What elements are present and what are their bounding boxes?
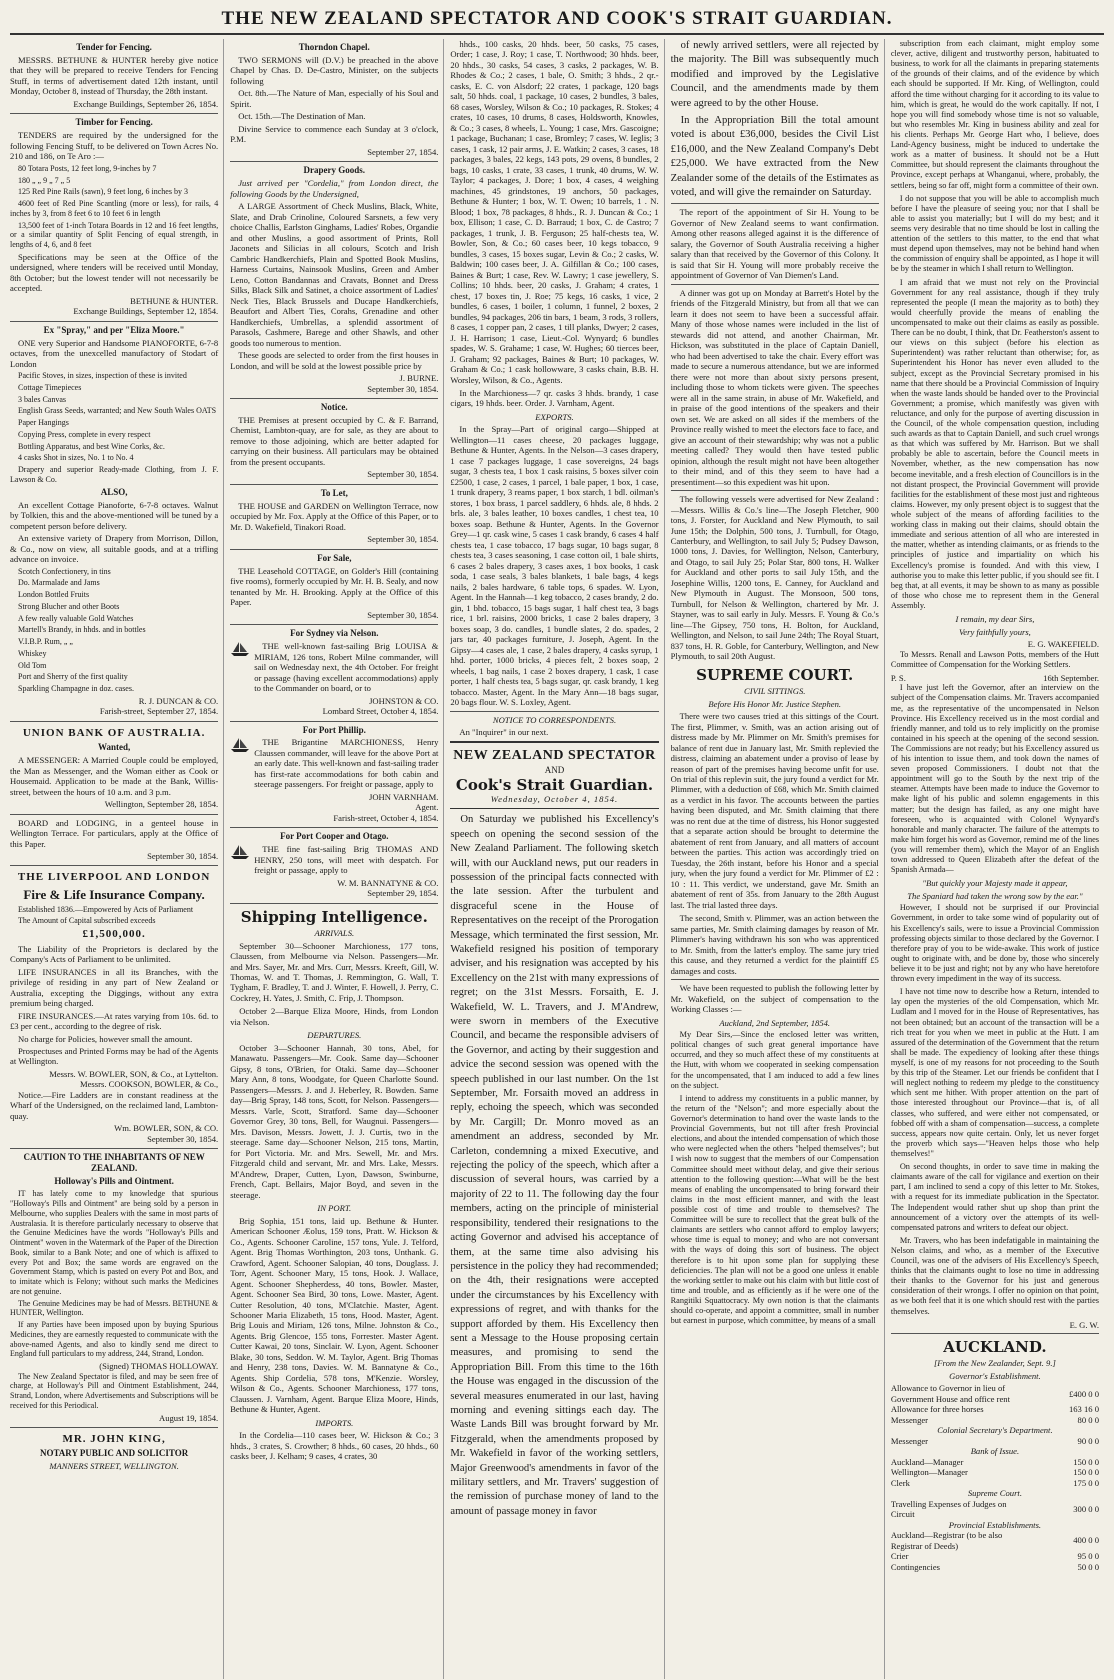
ps-label: P. S. xyxy=(890,672,906,683)
paragraph: The following vessels were advertised for New Zealand :—Messrs. Willis & Co.'s line—The Joseph Fletcher, 900 tons, J. Forster, for Auckland and New Plymouth, to sail June 15th; the Dolphin, 500 tons, J. Turnbull, for Otago, Canterbury, and Wellington, to sail July 5; Pudsey Dawson, 1000 tons, J. Davies, for Wellington, Nelson, Canterbury, and Otago, to sail July 25; Polar Star, 800 tons, H. Walker for Auckland and other ports to sail July 15th, and the Josephine Willis, 1200 tons, E. Canney, for Auckland and New Plymouth in August. The Monsoon, 500 tons, Turnbull, for Nelson & Wellington, chartered by Mr. J. Stayner, was to sail early in July. Messrs. F. Young & Co.'s line—The Gipsey, 750 tons, H. Bolton, for Auckland, Wellington, and Nelson, to sail June 24th; The Royal Stuart, 837 tons, H. R. Goble, for Canterbury, Wellington, and New Plymouth, to sail 20th August. xyxy=(670,494,879,662)
estimate-label: Auckland—Manager xyxy=(890,1456,964,1467)
estimate-heading: Supreme Court. xyxy=(967,1488,1022,1499)
section-title: AUCKLAND. xyxy=(943,1338,1047,1357)
ad-body: THE HOUSE and GARDEN on Wellington Terrace, now occupied by Mr. Fox. Apply at the Office of this Paper, or to Mr. D. Wakefield, Tinakori Road. xyxy=(230,500,439,532)
ad-intro: Just arrived per "Cordelia," from London direct, the following Goods by the Undersigned, xyxy=(230,178,439,199)
estimate-row xyxy=(891,1499,1099,1520)
sailing-ship-icon xyxy=(230,737,250,753)
column-2 xyxy=(230,39,444,1679)
ad-signature: J. BURNE. xyxy=(399,373,439,384)
ad-date: September 29, 1854. xyxy=(367,888,439,899)
estimate-row xyxy=(891,1562,1099,1572)
nameplate-and: AND xyxy=(544,764,565,775)
list-item: Sparkling Champagne in doz. cases. xyxy=(18,684,134,694)
ad-body: The New Zealand Spectator is filed, and may be seen free of charge, at Holloway's Pill and Ointment Establishment, 244, Strand, London, where Advertisements and Subscriptions will be received for this Periodical. xyxy=(10,1371,219,1410)
letter-signature: E. G. WAKEFIELD. xyxy=(1027,639,1100,650)
ad-title: CAUTION TO THE INHABITANTS OF NEW ZEALAND. xyxy=(23,1152,205,1174)
list-item: A few really valuable Gold Watches xyxy=(18,613,134,623)
list-item: Scotch Confectionery, in tins xyxy=(18,566,111,576)
ad-body: FIRE INSURANCES.—At rates varying from 10s. 6d. to £3 per cent., according to the degree of risk. xyxy=(10,1010,219,1032)
ad-fencing-tender xyxy=(10,39,218,114)
subsection-title: IN PORT. xyxy=(317,1203,352,1214)
ad-signature: BETHUNE & HUNTER. xyxy=(130,295,219,306)
paragraph: Mr. Travers, who has been indefatigable in maintaining the Nelson claims, and who, as a member of the Executive Council, was one of the advisers of His Excellency's Speech, thinks that the claimants ought to lose no time in addressing their thanks to the Governor for his just and generous consideration of their wrongs. I offer no opinion on that point, as we both feel that it is one which should rest with the parties themselves. xyxy=(890,1235,1100,1316)
ad-body: Prospectuses and Printed Forms may be had of the Agents at Wellington. xyxy=(10,1046,219,1067)
divider xyxy=(671,979,879,980)
estimate-row xyxy=(891,1467,1099,1477)
list-item: English Grass Seeds, warranted; and New South Wales OATS xyxy=(18,406,217,416)
ad-title: Notice. xyxy=(320,401,348,412)
ad-port-cooper xyxy=(230,828,438,903)
ad-body: THE fine fast-sailing Brig THOMAS AND HENRY, 250 tons, will meet with despatch. For freight or passage, apply to xyxy=(254,844,439,876)
ad-date: September 30, 1854. xyxy=(367,534,439,545)
list-item: Martell's Brandy, in hhds. and in bottles xyxy=(18,625,146,635)
ad-body: The Liability of the Proprietors is declared by the Company's Acts of Parliament to be unlimited. xyxy=(10,943,219,965)
estimate-amount: 175 0 0 xyxy=(1073,1477,1100,1488)
ad-notice-premises xyxy=(230,399,438,485)
ad-sydney-nelson xyxy=(230,625,438,721)
editorial-continued xyxy=(671,39,879,200)
ad-signature: JOHNSTON & CO. xyxy=(369,695,439,706)
ad-body: BOARD and LODGING, in a genteel house in Wellington Terrace. For particulars, apply at the Office of this Paper. xyxy=(10,817,219,849)
ad-timber-tender xyxy=(10,114,218,321)
subsection-title: Governor's Establishment. xyxy=(949,1370,1041,1381)
list-item: 3 bales Canvas xyxy=(18,394,66,404)
estimate-label: Allowance to Governor in lieu of Government House and office rent xyxy=(890,1383,1010,1404)
ad-agent: Messrs. COOKSON, BOWLER, & Co., xyxy=(79,1079,219,1090)
ad-title: MR. JOHN KING, xyxy=(62,1432,166,1445)
estimate-amount: 150 0 0 xyxy=(1073,1456,1100,1467)
ad-union-bank xyxy=(10,722,218,815)
ship-row xyxy=(230,844,438,877)
ad-body: Specifications may be seen at the Office of the undersigned, where tenders will be received until Monday, 8th October; but the lowest tender will not necessarily be accepted. xyxy=(10,251,219,294)
ad-title: THE LIVERPOOL AND LONDON xyxy=(17,871,211,884)
ad-title: For Sydney via Nelson. xyxy=(290,628,379,639)
paragraph: Brig Sophia, 151 tons, laid up. Bethune & Hunter. American Schooner Æolus, 159 tons, Pratt. W. Hickson & Co., Agents. Schooner Caroline, 157 tons, Yule. J. Telford, Agent. Brig Thomas Worthington, 203 tons, Unthank. G. Crawford, Agent. Schooner Salopian, 40 tons, Douglass. J. Torr, Agent. Schooner Mary, 15 tons, Hook. J. Wallace, Agent. Schooner Shepherdess, 40 tons, Bowler. Master, Agent. Schooner Sea Bird, 30 tons, Lowe. Master, Agent. Cutter Resolution, 40 tons, M'Clatchie. Master, Agent. Schooner Maria Elizabeth, 15 tons, Hood. Master, Agent. Brig Louis and Miriam, 126 tons, Milne. Johnston & Co., Agents. Brig Glencoe, 155 tons, Forrester. Master Agent. Cutter Kawai, 20 tons, Sinclair. W. Lyon, Agent. Schooner Blake, 30 tons, Seddon. W. M. Taylor, Agent. Brig Thomas and Henry, 238 tons, Davies. W. M. Bannatyne & Co., Agents. Ship Cordelia, 578 tons, M'Kenzie. Worsley, Wilson & Co., Agents. Schooner Marchioness, 177 tons, Claussen. J. Varnham, Agent. Barque Eliza Moore, Hinds, Bethune & Hunter, Agent. xyxy=(230,1215,439,1415)
nameplate-title: NEW ZEALAND SPECTATOR xyxy=(453,748,656,764)
estimate-label: Wellington—Manager xyxy=(890,1467,968,1478)
estimate-label: Allowance for three horses xyxy=(890,1404,984,1415)
ad-body: THE well-known fast-sailing Brig LOUISA & MIRIAM, 126 tons, Robert Milne commander, will sail on Wednesday next, the 4th October. For freight or passage (having excellent accommodations) apply to the Commander on board, or to xyxy=(254,641,439,694)
letter-closing: I remain, my dear Sirs, xyxy=(955,614,1035,625)
estimate-row xyxy=(891,1551,1099,1561)
ad-date: September 27, 1854. xyxy=(367,146,439,157)
ad-for-sale xyxy=(230,550,438,625)
paragraph: I have not time now to describe how a Return, intended to lay open the mysteries of the old Compensation, which Mr. Ludlam and I moved for in the House of Representatives, has not been obtained; but an account of the transaction will be a rich treat for you when we meet in public at the Hutt. I am assured of the determination of the Government that the return shall be made. The expediency of looking after these things myself, is one of my reasons for not proceeding to the South by this trip of the Steamer. Let our friends be confident that I will neglect nothing to redeem my pledge to the constituency which sent me hither. With proper attention on the part of those interested throughout our Province—that is, of all classes, who suffered, and were either not compensated, or fobbed off with a sham of compensation—success, a complete success, appears now quite certain. Only, let us never forget the proverb which says—"Heaven helps those who help themselves!" xyxy=(890,987,1100,1158)
paragraph: The report of the appointment of Sir H. Young to be Governor of New Zealand seems to want confirmation. Among other reasons alleged against it is the difference of salary, the Governor of South Australia receiving a higher salary than that received by the Governor of this Colony. It is said that Sir H. Young will more probably receive the appointment of Governor of Van Diemen's Land. xyxy=(670,207,879,281)
estimate-amount: 80 0 0 xyxy=(1077,1414,1100,1425)
divider xyxy=(450,711,658,712)
estimate-heading-row xyxy=(891,1488,1099,1498)
estimates-body xyxy=(891,1383,1099,1572)
list-item: Paper Hangings xyxy=(18,418,69,428)
ad-date: Exchange Buildings, September 12, 1854. xyxy=(73,306,219,317)
list-item: V.I.B.P. Rum, „ „ xyxy=(18,637,73,647)
divider xyxy=(891,1333,1099,1334)
paragraph: However, I should not be surprised if our Provincial Government, in order to take some wind of popularity out of his Excellency's sails, were to issue a Provincial Commission professing objects similar to those declared by the Governor. I therefore pray of you to be wide-awake. This work of justice ought to originate with, and be done by, those who sincerely believe it to be just and right; not by any who have heretofore thrown every impediment in the way of its success. xyxy=(890,903,1100,984)
ad-signature: Wm. BOWLER, SON, & CO. xyxy=(114,1123,219,1134)
sailing-ship-icon xyxy=(230,641,250,657)
news-items xyxy=(671,207,879,1028)
section-title: Shipping Intelligence. xyxy=(240,907,428,926)
estimate-row xyxy=(891,1436,1099,1446)
ad-date: August 19, 1854. xyxy=(158,1412,219,1423)
ad-drapery xyxy=(230,162,438,399)
paragraph: My Dear Sirs,—Since the enclosed letter was written, political changes of such great general importance have occurred, and they so much affect these of my constituents at the Hutt, with whom we cooperated in seeking compensation for the uncompensated, that I am induced to add a few lines on the subject. xyxy=(670,1030,879,1090)
estimate-amount: 163 16 0 xyxy=(1068,1404,1100,1415)
estimate-row xyxy=(891,1404,1099,1414)
estimate-label: Crier xyxy=(890,1551,909,1562)
ad-title: To Let, xyxy=(320,487,348,498)
ad-body: The Genuine Medicines may be had of Messrs. BETHUNE & HUNTER, Wellington. xyxy=(10,1298,219,1318)
auckland-section xyxy=(891,1338,1099,1572)
editorial xyxy=(450,813,658,1519)
estimate-label: Clerk xyxy=(890,1477,910,1488)
list-item: 4600 feet of Red Pine Scantling (more or less), for rails, 4 inches by 3, from 8 feet 6 to 10 feet 6 in length xyxy=(10,199,219,218)
estimate-amount: 150 0 0 xyxy=(1073,1467,1100,1478)
list-item: 4 casks Shot in sizes, No. 1 to No. 4 xyxy=(18,453,134,463)
estimate-label: Messenger xyxy=(890,1414,929,1425)
paragraph: A dinner was got up on Monday at Barrett's Hotel by the friends of the Fitzgerald Ministry, but from all that we can learn it does not seem to have been a successful affair. Many of those whose names were included in the list of stewards did not attend, and another Chairman, Mr. Hickson, was substituted in the place of Captain Daniell, who had been advertised to take the chair. Every effort was made to secure a numerous attendance, but we are informed there were not more than about sixty persons present, including those to whom tickets were given. The speeches were all in the same strain, in abuse of Mr. Wakefield, and in praise of the good intentions of the speakers and their own set. We are asked on all sides if the members of the Province really wished to meet the electors face to face, and give an account of their stewardship; why was not a public meeting called? They would then have tested public opinion, although the result might not have been altogether to their mind, and of this they seem to have had a presentiment—so this expedient was hit upon. xyxy=(670,287,879,487)
divider xyxy=(671,284,879,285)
estimate-row xyxy=(891,1530,1099,1551)
ad-subtitle: NOTARY PUBLIC AND SOLICITOR xyxy=(39,1448,189,1459)
nameplate xyxy=(450,741,658,809)
ad-signature: R. J. DUNCAN & CO. xyxy=(138,695,219,706)
column-4 xyxy=(671,39,885,1679)
list-item: 180 „ „ 9 „ 7 „ 5 xyxy=(18,175,71,185)
ad-signature-role: Agent. xyxy=(415,802,439,813)
list-item: 80 Totara Posts, 12 feet long, 9-inches by 7 xyxy=(18,163,157,173)
paragraph: In the Cordelia—110 cases beer, W. Hickson & Co.; 3 hhds., 3 crates, S. Crowther; 8 hhds., 60 cases, 20 hhds., 60 casks beer, J. Kelham; 9 cases, 4 crates, 30 xyxy=(230,1430,439,1462)
list-item: Pacific Stoves, in sizes, inspection of these is invited xyxy=(18,371,187,381)
ad-port-phillip xyxy=(230,722,438,829)
column-3 xyxy=(450,39,664,1679)
paragraph: In the Marchioness—7 qr. casks 3 hhds. brandy, 1 case cigars, 19 hhds. beer. Order. J. Varnham, Agent. xyxy=(450,387,659,409)
ad-board-lodging xyxy=(10,815,218,867)
estimate-label: Contingencies xyxy=(890,1561,940,1572)
list-item: Whiskey xyxy=(18,648,47,658)
masthead: THE NEW ZEALAND SPECTATOR AND COOK'S STRAIT GUARDIAN. xyxy=(10,8,1104,35)
ad-body: No charge for Policies, however small the amount. xyxy=(18,1033,193,1044)
shipping-intelligence xyxy=(230,908,438,1462)
paragraph: There were two causes tried at this sittings of the Court. The first, Plimmer, v. Smith, was an action arising out of distress made by Mr. Plimmer on Mr. Smith's premises for balance of rent due in January last, Mr. Smith replevied the distress, claiming an abatement under a proviso of lease by reason of part of the premises having become unfit for use. On trial of this replevin suit, the jury found a verdict for Mr. Plimmer, with a deduction of £68, which Mr. Smith claimed as a verdict in his favor. The accounts between the parties having been disputed, and Mr. Smith claiming that there was no rent due at the time of distress, his Honor suggested that a separate action should be brought to determine the abatement of rent from January, and all matters of account between the parties. This action was accordingly tried on Tuesday, the 26th instant, before his Honor and a special jury, when the jury found a verdict for Mr. Plimmer of £2 : 10 : 11. This verdict, we understand, gave Mr. Smith an abatement of rent of 35s. from January to the 28th August last. The trial lasted three days. xyxy=(670,711,879,910)
ad-agent: Messrs. W. BOWLER, SON, & Co., at Lyttelton. xyxy=(49,1068,219,1079)
paragraph: I am afraid that we must not rely on the Provincial Government for any real assistance, though if they truly represented the people (I mean the majority as to both) they would cheerfully provide the means of enabling the uncompensated to make out their claims as easily as possible. There can be no doubt, I think, that Dr. Featherston's assent to our views on this subject (before his election as Superintendent) was rather reluctant than otherwise; for, as Superintendent his Honor has never even alluded to the subject, except as the Provincial Secretary promised in his name that there should be a Provincial Commission of Inquiry when the waste lands should be handed over to the Provincial Government; a promise, which manifestly was given with reluctance, and only for the purpose of averting discussion in the Council, of the whole compensation question, including such awards as that to Captain Daniell, and such cruel wrongs as that which was suffered by Mr. Harrison. But we shall probably be able to ascertain, before the Council meets in November, whether, as the new compensation has now become inevitable, and a fresh election of Councillors is in the not distant prospect, the Provincial Government will provide facilities for the establishment of these most just and righteous claims. However, my only present object is to suggest that the whole subject of the means of affording facilities to the working class in making out their claims, should obtain the immediate and serious attention of all who are interested in the matter, whether as intending claimants, or as friends to the principles of justice and impartiality on which his Excellency's promise is founded. And with this view, I authorise you to make this letter public, if you should see fit. I beg that, at all events, it may be shown to as many as possible of those who chose me to represent them in the General Assembly. xyxy=(890,277,1100,611)
column-1 xyxy=(10,39,224,1679)
ship-row xyxy=(230,641,438,695)
subsection-title: ARRIVALS. xyxy=(314,928,355,939)
paragraph: We have been requested to publish the following letter by Mr. Wakefield, on the subject of compensation to the Working Classes :— xyxy=(670,983,879,1015)
estimate-amount: 90 0 0 xyxy=(1077,1435,1100,1446)
column-5 xyxy=(891,39,1104,1679)
ad-title: For Sale, xyxy=(317,552,352,563)
estimate-heading: Colonial Secretary's Department. xyxy=(937,1425,1053,1436)
estimate-label: Auckland—Registrar (to be also Registrar of Deeds) xyxy=(890,1530,1003,1551)
paragraph: subscription from each claimant, might employ some clever, active, diligent and trustworthy person, habituated to business, to work for all the claimants in preparing statements of the grounds of their claims, and of the evidence by which each should be supported. If Mr. King, of Wellington, could afford the time without charging for it according to its value to him, which is great, he would do the work capitally. If not, I hope you will find somebody whose time is not so valuable, but who resembles Mr. King in business ability and zeal for his clients. Perhaps Mr. George Hart who, I believe, does Land-Agency business, might be induced to undertake the work as a matter of business. It should not be a Hutt Committee, but should represent the claimants throughout the Province, except perhaps at Whanganui, where, probably, the settlers, being so far off, might form a committee of their own. xyxy=(890,39,1100,190)
ad-body: The Amount of Capital subscribed exceeds xyxy=(18,916,156,926)
ad-holloway-caution xyxy=(10,1149,218,1428)
ad-title: Ex "Spray," and per "Eliza Moore." xyxy=(43,324,185,335)
ad-body: If any Parties have been imposed upon by buying Spurious Medicines, they are earnestly requested to communicate with the above-named Agents, and also to kindly send me direct to England full particulars to my address, 244, Strand, London. xyxy=(10,1320,219,1359)
verse-line: The Spaniard had taken the wrong sow by the ear." xyxy=(907,890,1083,901)
ad-body: Oct. 8th.—The Nature of Man, especially of his Soul and Spirit. xyxy=(230,88,439,109)
subsection-title: EXPORTS. xyxy=(535,411,574,422)
ad-body: A LARGE Assortment of Check Muslins, Black, White, Slate, and Drab Crinoline, Coloured Sarsnets, a few very choice Challis, Earlston Ginghams, Ladies' Robes, Organdie and other Muslins, a good assortment of Prints, Roll Jaconets and Silicias in all colours, Scotch and Irish Cambric Handkerchiefs, Plain and Spotted Book Muslins, Harness Curtains, Nainsook Muslins, Green and Amber Leno, Cotton Bandannas and Cravats, Bonnet and Dress Silks, Black Silk and Satinet, a choice assortment of Ladies' Neck Ties, Black Brussels and Ducape Handkerchiefs, Beaufort and Albert Ties, Corahs, Grenadine and other Handkerchiefs, Umbrellas, a splendid assortment of Parasols, Cashmere, Barege and other Shawls, and other goods too numerous to mention. xyxy=(230,201,439,348)
ad-body: Divine Service to commence each Sunday at 3 o'clock, P.M. xyxy=(230,123,439,145)
subsection-title: CIVIL SITTINGS. xyxy=(743,686,806,697)
ad-date: September 30, 1854. xyxy=(147,1133,219,1144)
ad-body: MESSRS. BETHUNE & HUNTER hereby give notice that they will be prepared to receive Tenders for Fencing Stuff, in terms of advertisement dated 12th instant, until Monday, October 8, instead of Thursday, the 28th instant. xyxy=(10,54,219,97)
paragraph: The second, Smith v. Plimmer, was an action between the same parties, Mr. Smith claiming damages by reason of Mr. Plimmer's having withdrawn his son who was apprenticed to Mr. Smith, from the latter's employ. The same jury tried this cause, and they returned a verdict for the plaintiff £5 damages and costs. xyxy=(670,913,879,976)
ad-body: Oct. 15th.—The Destination of Man. xyxy=(238,111,366,122)
nameplate-subtitle: Cook's Strait Guardian. xyxy=(455,775,654,794)
paragraph: An "Inquirer" in our next. xyxy=(459,727,549,737)
subsection-title: DEPARTURES. xyxy=(307,1030,362,1041)
estimate-heading-row xyxy=(891,1446,1099,1456)
ad-body: IT has lately come to my knowledge that spurious "Holloway's Pills and Ointment" are being sold by a person in Melbourne, who supplies Dealers with the same in most parts of Australasia. It is therefore particularly necessary to observe that the Genuine Medicines have the words "Holloway's Pills and Ointment" woven in the Watermark of the Paper of the Direction Book, similar to a Bank Note; and one of which is affixed to every Pot and Box; the same words are engraved on the Government Stamp, which is pasted on every Pot and Box, and to imitate which is Felony; without such marks the Medicines are not genuine. xyxy=(10,1189,219,1296)
subsection-title: IMPORTS. xyxy=(315,1417,354,1428)
ad-address: MANNERS STREET, WELLINGTON. xyxy=(49,1461,179,1472)
list-item: Cottage Timepieces xyxy=(18,382,82,392)
ad-date: September 30, 1854. xyxy=(367,609,439,620)
ad-title: Drapery Goods. xyxy=(303,165,366,176)
ad-date: Lombard Street, October 4, 1854. xyxy=(322,706,439,717)
ad-title: Timber for Fencing. xyxy=(75,117,153,128)
list-item: 125 Red Pine Rails (sawn), 9 feet long, 6 inches by 3 xyxy=(18,187,188,197)
list-item: Drapery and superior Ready-made Clothing, from J. F. Lawson & Co. xyxy=(10,465,219,484)
list-item: Port and Sherry of the first quality xyxy=(18,672,128,682)
paragraph: hhds., 100 casks, 20 hhds. beer, 50 casks, 75 cases, Order; 1 case, J. Roy; 1 case, T. Northwood; 30 hhds. beer, 20 hhds., 30 casks, 54 cases, 3 casks, 2 packages, W. B. Rhodes & Co.; 2 cases, 1 bale, O. Smith; 3 hhds., 2 qr.-casks, E. C. von Alsdorf; 22 crates, 1 package, 120 bags salt, 50 hhds. coal, 1 package, 10 cases, 2 bundles, 3 bales, 68 cases, Worsley, Wilson & Co.; 10 packages, R. Stokes; 4 crates, 10 cases, 10 drums, 8 cases, Holdsworth, Knowles, & Co.; 3 cases, 8 wheels, L. Young; 1 case, Mrs. Gascoigne; 1 package, Buchanan; 1 case, Bromley; 7 cases, W. Ieglis; 3 cases, 1 cask, 12 pair arms, J. E. Watkin; 2 cases, 3 cases, 18 packages, 3 bales, 22 kegs, 143 pots, 29 ovens, 8 bundles, 2 bags, 10 casks, 1 crate, 33 cases, 1 trunk, 40 drums, W. W. Taylor; 4 packages, J. Dore; 1 box, 4 cases, 4 weighing machines, 45 grindstones, 19 anchors, 50 packages, Bethune & Hunter; 1 box, W. T. Owen; 10 barrels, 1 . N. Blood; 1 box, 78 packages, 8 hhds., R. J. Duncan & Co.; 1 box, Ellison; 1 case, C. D. Barraud; 1 box, C. de Castro; 7 packages, 1 trunk, J. B. Ferguson; 25 half-chests tea, W. Bowler, Son, & Co.; 60 cases beer, 10 kegs tobacco, 9 bundles, 3 cases, 15 boxes sugar, Levin & Co.; 2 casks, W. Baldwin; 100 cases beer, J. A. Gilfillan & Co.; 100 cases, Baines & Burt; 1 case, Rev. W. Lawry; 1 case jewellery, S. Collins; 10 hhds. beer, 20 casks, J. Graham; 4 crates, 1 chest, 17 boxes tin, J. Roe; 75 kegs, 16 casks, 1 vice, 2 bundles, 6 cases, 1 boiler, 1 column, 1 funnel, 2 boxes, 2 bundles, 94 packages, 206 tin bars, 1 beam, 3 rods, 3 rollers, 8 cases, 1 copper pan, 2 cases, 1 till planks, Dwyer; 2 cases, J. H. Harrison; 1 case, Lieut.-Col. Wynyard; 6 bundles spades, W. S. Grahame; 1 case, W. Hughes; 60 tierces beer, J. Graham; 92 packages, Baines & Burt; 10 packages, W. Graham & Co.; 1 cask hollowware, 3 casks chain, B.B. H. Worsley, Wilson, & Co., Agents. xyxy=(450,39,659,385)
ad-signature: JOHN VARNHAM. xyxy=(369,791,439,802)
ad-to-let xyxy=(230,485,438,550)
estimate-heading: Bank of Issue. xyxy=(970,1446,1020,1457)
ad-title: UNION BANK OF AUSTRALIA. xyxy=(22,726,206,739)
paragraph: To Messrs. Renall and Lawson Potts, members of the Hutt Committee of Compensation for the Working Settlers. xyxy=(890,649,1100,669)
ad-date: September 30, 1854. xyxy=(367,383,439,394)
estimate-label: Messenger xyxy=(890,1435,929,1446)
estimate-row xyxy=(891,1478,1099,1488)
estimate-amount: 95 0 0 xyxy=(1077,1551,1100,1562)
ad-body: TWO SERMONS will (D.V.) be preached in the above Chapel by Chas. D. De-Castro, Minister, on the subjects following xyxy=(230,54,439,86)
ad-date: Farish-street, October 4, 1854. xyxy=(333,812,439,823)
list-item: Do. Marmalade and Jams xyxy=(18,578,100,588)
ad-date: Farish-street, September 27, 1854. xyxy=(99,706,219,717)
subsection-title: NOTICE TO CORRESPONDENTS. xyxy=(492,714,617,725)
paragraph: In the Spray—Part of original cargo—Shipped at Wellington—11 cases cheese, 20 packages luggage, Bethune & Hunter, Agents. In the Nelson—3 cases drapery, 1 case 7 packages luggage, 1 case sovereigns, 24 bags sugar, 3 chests tea, 1 box 1 cask raisins, 5 boxes silver coin £2500, 1 case, 2 cases, 1 parcel, 1 bale paper, 1 box, 1 case, 1 trunk drapery, 3 reams paper, 1 box starch, 1 bdl. oilman's stores, 1 box brass, 1 parcel saddlery, 6 hhds. ale, 8 hhds. 2 brls. ale, 3 bales leather, 10 boxes candles, 1 chest tea, 10 boxes soap. Bethune & Hunter, Agents. In the Governor Grey—1 qr. cask wine, 5 cases 1 cask brandy, 6 cases 4 half chests tea, 1 case tobacco, 17 bags sugar, 10 bags sugar, 8 chests tea, 3 cases seasoning, 1 case cotton oil, 1 bale shirts, 6 cases 2 bales drapery, 3 cases axes, 1 box books, 1 cask soda, 1 case seals, 3 bales blankets, 1 bale bags, 4 kegs nails, 2 bales hardware, 6 table tops, 6 spades. W. Lyon, Agent. In the Hannah—1 keg tobacco, 2 cases brandy, 2 do. gin, 1 bhd. tobacco, 15 bags sugar, 1 half chest tea, 3 bags rice, 1 brl. raisins, 2000 bricks, 1 case 2 bales drapery, 3 boxes soap, 3 do. candles, 1 bundle slates, 2 do. spades, 2 jars tar, 40 packages furniture, J. Joseph, Agent. In the Gipsy—4 cases ale, 1 case, 2 bales drapery, 4 casks syrup, 1 hhd. porter, 1000 bricks, 4 pieces felt, 2 boxes soap, 2 wheels, 1 bag nails, 1 case 2 boxes drapery, 1 cask, 1 case porter, 1 half chests tea, 5 bags sugar, qr. cask brandy, 1 keg tobacco. Master, Agent. In the Mary Ann—18 bags sugar, 20 bags flour. W. S. Loxley, Agent. xyxy=(450,424,659,708)
estimate-amount: 50 0 0 xyxy=(1077,1561,1100,1572)
paragraph: On Saturday we published his Excellency's speech on opening the second session of the New Zealand Parliament. The following sketch will, with our Auckland news, put our readers in possession of the principal facts connected with the late session. After the turbulent and disgraceful scene in the House of Representatives on the receipt of the Prorogation Message, which terminated the first session, Mr. Wakefield resigned his position of temporary adviser, and his resignation was accepted by his Excellency on the 21st with many expressions of regret; on the 31st Messrs. Forsaith, E. J. Wakefield, W. L. Travers, and J. M'Andrew, were sworn in members of the Executive Council, and became the responsible advisers of the Governor, and acting by their suggestion and advice the second session was opened with the speech published in our last number. On the 1st September, Mr. Forsaith moved an address in reply, echoing the speech, which was seconded by Mr. Cargill; Dr. Monro moved as an amendment an address, seconded by Mr. Carleton, condemning a mixed Executive, and rejecting the policy of the speech, which after a discussion of several hours, was carried by a majority of 22 to 11. The following day the four members, acting on the principle of ministerial responsibility, tendered their resignations to the acting Governor and advised his acceptance of them, at the same time also advising his persistence in the policy they had recommended; on the 4th, their resignations were accepted under the circumstances by his Excellency with expressions of regret, and with thanks for the support afforded by them. His Excellency then sent a Message to the House proposing certain measures, and promising to send the Appropriation Bill. From this time to the 16th the House was engaged in the discussion of the several measures enumerated in our last, having morning and evening sittings each day. The Waste Lands Bill was brought forward by Mr. Fitzgerald, when the amendments proposed by Mr. Wakefield in favor of the working settlers, Major Greenwood's amendments in favor of the military settlers, and Mr. Travers' suggestion of the remission of purchase money of land to the amount of passage money in favor xyxy=(450,814,659,1517)
verse-line: "But quickly your Majesty made it appear, xyxy=(922,878,1068,889)
letter xyxy=(671,1030,879,1326)
paragraph: of newly arrived settlers, were all rejected by the majority. The Bill was subsequently much modified and improved by the Legislative Council, and the amendments made by them were agreed to by the other House. xyxy=(670,40,879,109)
list-item: Bottling Apparatus, and best Wine Corks, &c. xyxy=(18,441,165,451)
ad-title: For Port Cooper and Otago. xyxy=(280,831,389,842)
ad-body: TENDERS are required by the undersigned for the following Fencing Stuff, to be delivered on Town Acres No. 210 and 186, on Te Aro :— xyxy=(10,130,219,162)
ad-subtitle: ALSO, xyxy=(100,486,128,497)
ad-thorndon-chapel xyxy=(230,39,438,162)
letter-continued xyxy=(891,39,1099,1330)
ad-signature: (Signed) THOMAS HOLLOWAY. xyxy=(99,1361,219,1372)
ad-title-2: Fire & Life Insurance Company. xyxy=(23,886,205,902)
ad-body: THE Brigantine MARCHIONESS, Henry Claussen commander, will leave for the above Port at an early date. This well-known and fast-sailing trader has first-rate accommodations for both cabin and steerage passengers. For freight or passage, apply to xyxy=(254,737,439,790)
ps-header xyxy=(891,673,1099,683)
ship-row xyxy=(230,737,438,791)
paragraph: In the Appropriation Bill the total amount voted is about £36,000, besides the Civil List £16,000, and the New Zealand Company's Debt £25,000. We have extracted from the New Zealander some of the details of the Estimates as voted, and will give the remainder on Saturday. xyxy=(670,115,879,199)
nameplate-date: Wednesday, October 4, 1854. xyxy=(490,793,619,804)
ad-body: THE Premises at present occupied by C. & F. Barrand, Chemist, Lambton-quay, are for sale, as they are about to remove to those adjoining, which are better adapted for carrying on their business. All particulars may be obtained from the present occupants. xyxy=(230,414,439,467)
ad-body: ONE very Superior and Handsome PIANOFORTE, 6-7-8 octaves, from the unexcelled manufactory of Stodart of London xyxy=(10,337,219,369)
paragraph: October 2—Barque Eliza Moore, Hinds, from London via Nelson. xyxy=(230,1006,439,1027)
estimate-amount: 400 0 0 xyxy=(1073,1535,1100,1546)
ad-body: Notice.—Fire Ladders are in constant readiness at the Wharf of the Undersigned, on the reclaimed land, Lambton-quay. xyxy=(10,1089,219,1121)
ad-body: LIFE INSURANCES in all its Branches, with the privilege of residing in any part of New Zealand or Australia, excepting the Diggings, without any extra premium being charged. xyxy=(10,966,219,1009)
estimate-heading-row xyxy=(891,1425,1099,1435)
estimate-row xyxy=(891,1415,1099,1425)
ad-body: A MESSENGER: A Married Couple could be employed, the Man as Messenger, and the Woman either as Cook or Housemaid. Application to be made at the Bank, Willis-street, between the hours of 10 a.m. and 3 p.m. xyxy=(10,755,219,797)
sailing-ship-icon xyxy=(230,844,250,860)
subsection-title: Before His Honor Mr. Justice Stephen. xyxy=(708,698,842,709)
estimates-table xyxy=(891,1383,1099,1572)
ps-date: 16th September. xyxy=(1043,672,1100,683)
letter-closing: Very faithfully yours, xyxy=(958,626,1031,637)
ps-signature: E. G. W. xyxy=(1069,1319,1100,1330)
divider xyxy=(671,203,879,204)
ad-title: Tender for Fencing. xyxy=(76,42,152,52)
ad-body: THE Leasehold COTTAGE, on Golder's Hill (containing five rooms), formerly occupied by Mr. H. B. Sealy, and now tenanted by Mr. H. Brooking. Apply at the Office of this Paper. xyxy=(230,565,439,608)
paragraph: I have just left the Governor, after an interview on the subject of the Compensation claims. Mr. Travers accompanied me, as the representative of the uncompensated in Nelson Province. His Excellency received us in the most cordial and friendly manner, and told us to rely implicitly on the promise contained in his speech at the opening of the second session. The Commissions are not ready; but his Excellency assured us of his intention to issue them, and took down the names of seven proposed Commissioners. I doubt not that the appointment will go to the South by the next trip of the steamer. Attempts have been made to induce the Governor to make light of his public and solemn engagements in this matter; but the design has failed, as any one might have foreseen, who is acquainted with Colonel Wynyard's honorable and manly character. The failure of the attempts to make him forget his word as Governor, remind me of the lines (you will remember them), which the Mayor of an English town addressed to Queen Elizabeth after the defeat of the Spanish Armada— xyxy=(890,683,1100,875)
estimate-heading: Provincial Establishments. xyxy=(948,1519,1042,1530)
columns xyxy=(10,39,1104,1679)
imports-continued xyxy=(450,39,658,737)
estimate-amount: £400 0 0 xyxy=(1068,1388,1100,1399)
list-item: Copying Press, complete in every respect xyxy=(18,429,151,439)
ad-signature: Exchange Buildings, September 26, 1854. xyxy=(73,98,219,109)
ad-amount: £1,500,000. xyxy=(82,928,146,941)
source-line: [From the New Zealander, Sept. 9.] xyxy=(933,1358,1056,1369)
paragraph: October 3—Schooner Hannah, 30 tons, Abel, for Manawatu. Passengers—Mr. Cook. Same day—Schooner Gipsy, 8 tons, O'Brien, for Otaki. Same day—Schooner Mary Ann, 8 tons, Woodgate, for Queen Charlotte Sound. Passengers—Messrs. J. and J. Heberley, R. Bowden. Same day—Brig Spray, 148 tons, Scott, for Nelson. Passengers—Messrs. Varle, Scott, Stratford. Same day—Schooner Governor Grey, 30 tons, Bell, for Waugnui. Passengers—Mrs. Davison, Messrs. Jowett, J. J. Curtis, two in the steerage. Same day—Schooner Nelson, 215 tons, Martin, for Port Victoria. Mr. and Mrs. Sewell, Mr. and Mrs. Fitzgerald child and servant, Mr. and Mrs. Lake, Messrs. M'Andrew, Draper, Cutten, Lyon, Dawson, Swinburne, French, Capt. Bellairs, Major Boyd, and seven in the steerage. xyxy=(230,1042,439,1200)
divider xyxy=(671,490,879,491)
ad-liverpool-insurance xyxy=(10,866,218,1149)
estimate-amount: 300 0 0 xyxy=(1073,1504,1100,1515)
paragraph: I intend to address my constituents in a public manner, by the return of the "Nelson"; and more especially about the Governor's determination to hand over the waste lands to the Provincial Governments, but not till after fresh Provincial elections, and about the intended compensation of which those who were neglected when the others "helped themselves"; but I wish now to suggest that the members of our Compensation Committee should meet without delay, and give their serious attention to the following question:—What will be the best means of enabling the uncompensated to bring forward their claims in the most efficient manner, and with the least possible cost of time and trouble to themselves? The Committee will be sure to recollect that the great bulk of the claimants are settlers who cannot afford to employ lawyers; whose time is equal to money; and who are not conversant with the ways of doing this sort of business. The object therefore is to hit upon some plan for supplying these deficiencies. The plan will not be a good one unless it enable the working settler to make out his claim with but little cost of time and trouble, and as efficiently as if he were one of the Rangitiki Squattocracy. My own notion is that the claimants should co-operate, and appoint a committee, small in number but earnest in purpose, which committee, by means of a small xyxy=(670,1093,879,1326)
paragraph: September 30—Schooner Marchioness, 177 tons, Claussen, from Melbourne via Nelson. Passengers—Mr. and Mrs. Sayer, Mr. and Mrs. Curr, Messrs. Kreeft, Gill, W. Thomas, W. and T. Thomas, J. Remmington, G. Wall, T. Tygham, F. Bradley, T. and J. Winter, F. Howell, J. Perry, C. Cockrey, H. Yates, J. Smith, C. Frip, J. Thompson. xyxy=(230,940,439,1003)
estimate-row xyxy=(891,1457,1099,1467)
ad-date: September 30, 1854. xyxy=(147,850,219,861)
ad-signature: W. M. BANNATYNE & CO. xyxy=(337,877,439,888)
estimate-label: Travelling Expenses of Judges on Circuit xyxy=(890,1498,1007,1520)
list-item: Old Tom xyxy=(18,660,47,670)
ad-body: Established 1836.—Empowered by Acts of Parliament xyxy=(18,904,194,914)
letter-date: Auckland, 2nd September, 1854. xyxy=(719,1017,831,1028)
ad-john-king xyxy=(10,1428,218,1478)
ad-body: An extensive variety of Drapery from Morrison, Dillon, & Co., now on view, all suitable goods, and at a trifling advance on invoice. xyxy=(10,533,219,565)
section-title: SUPREME COURT. xyxy=(696,665,854,684)
list-item: Strong Blucher and other Boots xyxy=(18,601,120,611)
ad-body: These goods are selected to order from the first houses in London, and will be sold at the lowest possible price by xyxy=(230,350,439,371)
ad-date: Wellington, September 28, 1854. xyxy=(104,799,219,810)
paragraph: I do not suppose that you will be able to accomplish much before I have the pleasure of seeing you; nor that I shall be able to assist you materially; but I will do my best; and it seems very desirable that no time should be lost in calling the attention of the settlers to this matter, to the end that what must depend upon themselves, may not be behind hand when the commission of enquiry shall be appointed, as I hope it will be by the steamer in which I shall return to Wellington. xyxy=(890,193,1100,274)
ad-title: For Port Phillip. xyxy=(302,724,366,735)
paragraph: On second thoughts, in order to save time in making the claimants aware of the call for vigilance and exertion on their part, I am inclined to send a copy of this letter to Mr. Stokes, with a request for its immediate publication in the Spectator. The Independent would rather shut up shop than print the announcement of a victory over the attempts of its well-compensated patrons and writers to defeat our object. xyxy=(890,1162,1100,1232)
ad-spray xyxy=(10,322,218,722)
estimate-heading-row xyxy=(891,1520,1099,1530)
ad-subtitle: Wanted, xyxy=(97,742,131,753)
ad-body: An excellent Cottage Pianoforte, 6-7-8 octaves. Walnut by Tolkien, this and the above-mentioned will be tuned by a competent person before delivery. xyxy=(10,499,219,531)
ad-subtitle: Holloway's Pills and Ointment. xyxy=(54,1176,174,1187)
ad-date: September 30, 1854. xyxy=(367,469,439,480)
ad-title: Thorndon Chapel. xyxy=(298,42,370,52)
estimate-row xyxy=(891,1383,1099,1404)
list-item: London Bottled Fruits xyxy=(18,590,90,600)
list-item: 13,500 feet of 1-inch Totara Boards in 12 and 16 feet lengths, or a similar quantity of Split Fencing of equal strength, in lengths of 4, 6, and 8 feet xyxy=(10,220,219,250)
